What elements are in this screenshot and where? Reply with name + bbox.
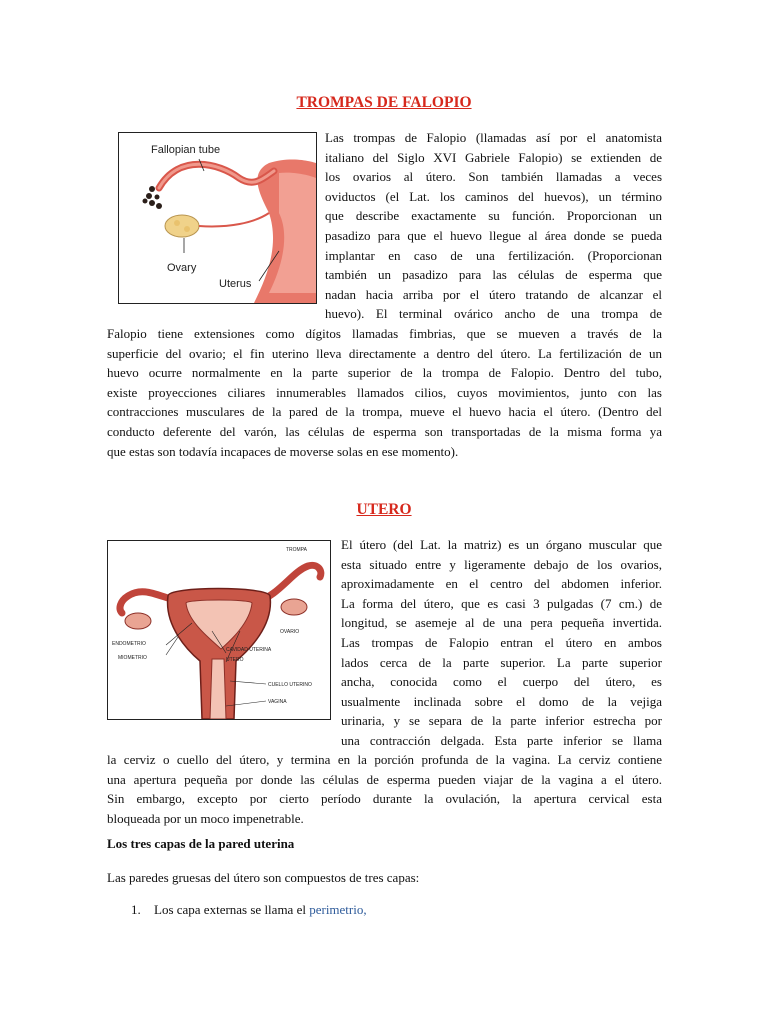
- list-item: [131, 902, 367, 918]
- section-title-trompas: TROMPAS DE FALOPIO: [296, 94, 472, 111]
- text-line: usualmente inclinada sobre el domo de la vejiga: [341, 693, 662, 709]
- text-line: una apertura pequeña por donde las células de esperma pueden viajar de la vagina a el útero.: [107, 771, 662, 787]
- text-line: huevo). El terminal ovárico ancho de una trompa de: [325, 306, 662, 322]
- text-line: Falopio tiene extensiones como dígitos llamadas fimbrias, que se mueven a través de la: [107, 326, 662, 341]
- text-line: italiano del Siglo XVI Gabriele Falopio) se extienden de: [325, 149, 662, 165]
- text-line: superficie del ovario; el fin uterino lleva directamente a dentro del útero. La fertilización de un: [107, 345, 662, 361]
- uterus-illustration: [108, 541, 330, 719]
- label-uterus: Uterus: [219, 278, 252, 290]
- fallopian-tube-illustration: [119, 133, 316, 303]
- text-line: ancha, conocida como el cuerpo del útero, es: [341, 674, 662, 690]
- text-line: también un pasadizo para las células de esperma que: [325, 267, 662, 283]
- text-line: que estas son todavía incapaces de moverse solas en ese momento).: [107, 443, 459, 459]
- perimetrio-link[interactable]: perimetrio: [309, 902, 364, 917]
- label-cuello: CUELLO UTERINO: [268, 682, 312, 688]
- label-miometrio: MIOMETRIO: [118, 655, 147, 661]
- text-line: contracciones musculares de la pared de la trompa, mueve el huevo hacia el útero. (Dentro del: [107, 404, 662, 420]
- label-trompa: TROMPA: [286, 547, 308, 553]
- label-endometrio: ENDOMETRIO: [112, 641, 146, 647]
- utero-paragraph-wrap: [341, 535, 662, 751]
- text-line: urinaria, y se separa de la parte inferior estrecha por: [341, 713, 662, 729]
- text-line: Sin embargo, excepto por cierto período durante la ovulación, la apertura cervical esta: [107, 791, 662, 807]
- list-number: 1.: [131, 902, 141, 917]
- text-line: una contracción delgada. Esta parte inferior se llama: [341, 732, 662, 748]
- text-line: implantar en caso de una fertilización. (Proporcionan: [325, 247, 662, 263]
- label-vagina: VAGINA: [268, 699, 287, 705]
- trompas-paragraph-wrap: [325, 128, 662, 324]
- text-line: longitud, se asemeje al de una pera pequeña invertida.: [341, 615, 662, 631]
- trompas-paragraph-full: [107, 324, 662, 461]
- list-text: Los capa externas se llama el: [154, 902, 310, 917]
- label-ovario: OVARIO: [280, 629, 300, 635]
- label-cavidad: CAVIDAD UTERINA: [226, 647, 272, 653]
- list-trail: ,: [363, 902, 367, 917]
- text-line: oviductos (el Lat. los caminos del huevos), un término: [325, 188, 662, 204]
- text-line: El útero (del Lat. la matriz) es un órgano muscular que: [341, 537, 662, 552]
- fallopian-tube-figure: [118, 132, 317, 304]
- text-line: Las trompas de Falopio entran el útero en ambos: [341, 634, 662, 650]
- text-line: aproximadamente en el centro del abdomen inferior.: [341, 576, 662, 592]
- text-line: los ovarios al útero. Son también llamadas a veces: [325, 169, 662, 185]
- section-title-utero: UTERO: [356, 501, 412, 518]
- subheading-tres-capas: Los tres capas de la pared uterina: [107, 836, 295, 851]
- text-line: existe proyecciones ciliares innumerables llamados cilios, cuyos movimientos, junto con las: [107, 384, 662, 400]
- text-line: conducto deferente del varón, las células de esperma son transportadas de la misma forma ya: [107, 423, 662, 439]
- text-line: esta situado entre y ligeramente debajo de los ovarios,: [341, 556, 662, 572]
- text-line: nadan hacia arriba por el útero tratando de alcanzar el: [325, 286, 662, 302]
- label-utero: UTERO: [226, 657, 244, 663]
- uterus-figure: [107, 540, 331, 720]
- text-line: La forma del útero, que es casi 3 pulgadas (7 cm.) de: [341, 595, 662, 611]
- intro-tres-capas: Las paredes gruesas del útero son compuestos de tres capas:: [107, 870, 420, 885]
- text-line: que describe exactamente su función. Proporcionan un: [325, 208, 662, 224]
- text-line: huevo ocurre normalmente en la parte superior de la trompa de Falopio. Dentro del tubo,: [107, 365, 662, 381]
- text-line: lados cerca de la parte superior. La parte superior: [341, 654, 662, 670]
- text-line: Las trompas de Falopio (llamadas así por el anatomista: [325, 130, 662, 145]
- label-ovary: Ovary: [167, 262, 197, 274]
- utero-paragraph-full: [107, 750, 662, 828]
- text-line: la cerviz o cuello del útero, y termina en la porción profunda de la vagina. La cerviz contiene: [107, 752, 662, 767]
- label-fallopian-tube: Fallopian tube: [151, 144, 221, 156]
- text-line: bloqueada por un moco impenetrable.: [107, 810, 304, 826]
- text-line: pasadizo para que el huevo llegue al área donde se pueda: [325, 227, 662, 243]
